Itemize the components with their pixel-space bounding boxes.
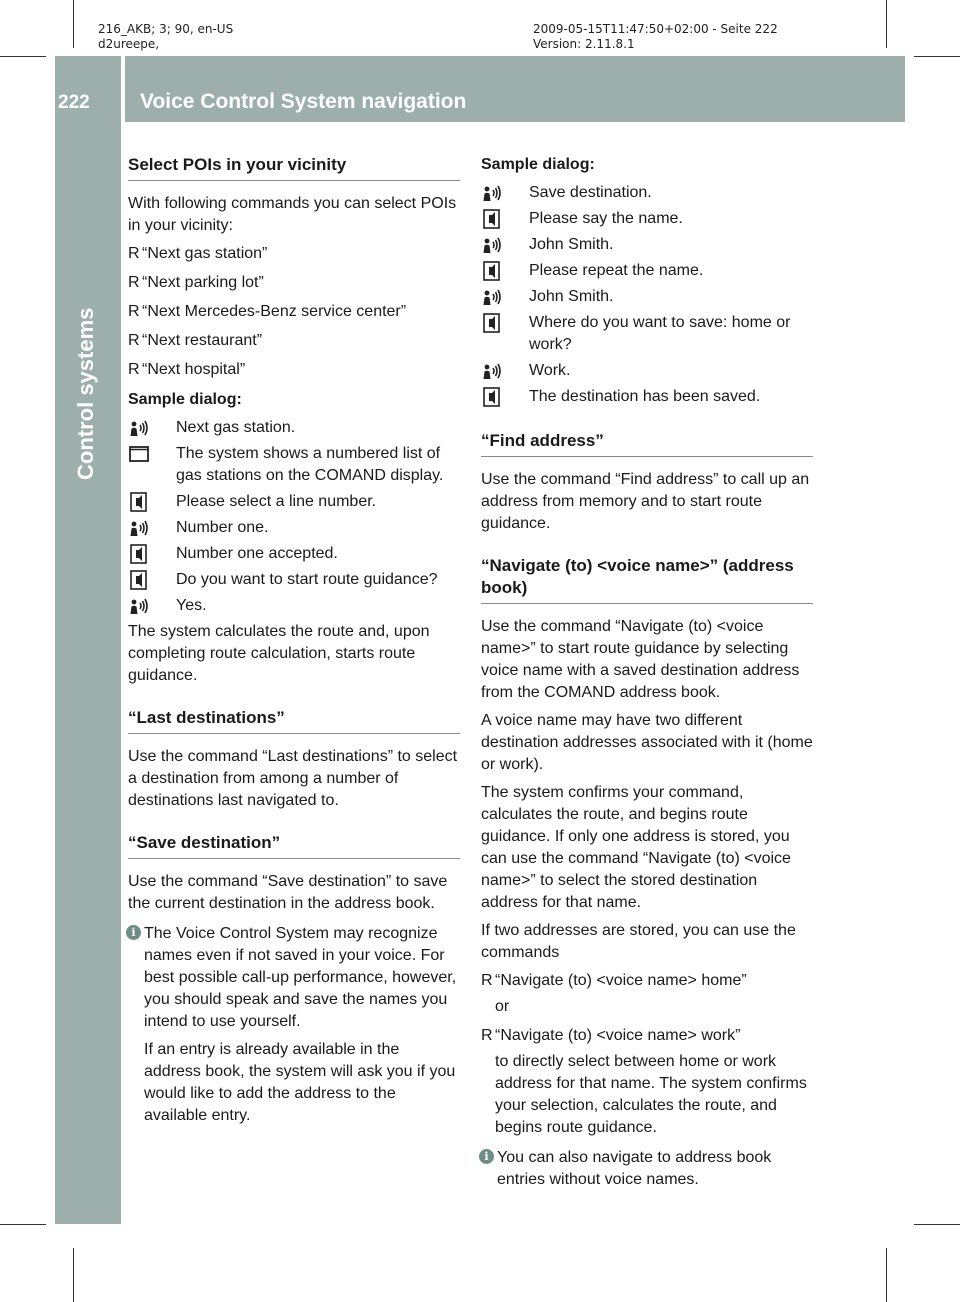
dialog-row — [128, 491, 460, 513]
side-tab-label: Control systems — [73, 307, 98, 480]
speaker-icon — [481, 360, 529, 382]
dialog-row — [481, 360, 813, 382]
dialog-text: Number one. — [176, 519, 269, 536]
system-voice-icon — [128, 569, 176, 591]
bullet-icon: R — [481, 1027, 493, 1044]
bullet-icon: R — [128, 332, 140, 349]
dialog-row — [128, 443, 460, 487]
sample-dialog-label: Sample dialog: — [481, 156, 595, 173]
navigate-paragraph: A voice name may have two different destination addresses associated with it (home or work). — [481, 712, 813, 773]
bullet-icon: R — [481, 972, 493, 989]
list-item-continuation: to directly select between home or work address for that name. The system confirms your selection, calculates the route, and begins route guidance. — [495, 1053, 807, 1136]
header-separator — [121, 56, 125, 122]
heading-select-pois: Select POIs in your vicinity — [128, 148, 460, 181]
heading-last-destinations: “Last destinations” — [128, 701, 460, 734]
list-item — [128, 301, 460, 323]
dialog-text: The system shows a numbered list of gas stations on the COMAND display. — [176, 445, 444, 484]
dialog-row — [481, 286, 813, 308]
dialog-text: Save destination. — [529, 184, 652, 201]
dialog-text: Yes. — [176, 597, 207, 614]
crop-mark — [0, 56, 46, 57]
list-item-text: “Next parking lot” — [142, 274, 264, 291]
crop-mark — [914, 1224, 960, 1225]
meta-right-line2: Version: 2.11.8.1 — [533, 37, 635, 51]
dialog-text: John Smith. — [529, 236, 614, 253]
last-destinations-text: Use the command “Last destinations” to select a destination from among a number of destinations last navigated to. — [128, 748, 458, 809]
bullet-icon: R — [128, 274, 140, 291]
display-icon — [128, 443, 176, 465]
print-meta-right — [533, 22, 778, 52]
print-meta-left — [98, 22, 233, 52]
crop-mark — [886, 1248, 887, 1302]
system-voice-icon — [481, 208, 529, 230]
dialog-text: Number one accepted. — [176, 545, 338, 562]
list-item-continuation: or — [495, 998, 510, 1015]
speaker-icon — [128, 595, 176, 617]
dialog-text: Next gas station. — [176, 419, 296, 436]
info-icon: i — [126, 925, 141, 940]
note-paragraph: The Voice Control System may recognize names even if not saved in your voice. For best possible call-up performance, however, you should speak and save the names you intend to use yourself. — [144, 925, 457, 1030]
dialog-list — [128, 417, 460, 617]
list-item — [128, 243, 460, 265]
dialog-row — [481, 234, 813, 256]
list-item-text: “Navigate (to) <voice name> home” — [495, 972, 747, 989]
dialog-text: Please select a line number. — [176, 493, 377, 510]
list-item — [128, 330, 460, 352]
system-voice-icon — [128, 543, 176, 565]
speaker-icon — [481, 234, 529, 256]
pois-intro: With following commands you can select POIs in your vicinity: — [128, 195, 457, 234]
crop-mark — [886, 0, 887, 48]
list-item — [128, 272, 460, 294]
navigate-paragraph: If two addresses are stored, you can use the commands — [481, 922, 796, 961]
heading-find-address: “Find address” — [481, 424, 813, 457]
crop-mark — [73, 1248, 74, 1302]
side-tab — [73, 180, 113, 480]
system-voice-icon — [128, 491, 176, 513]
save-destination-text: Use the command “Save destination” to save the current destination in the address book. — [128, 873, 448, 912]
info-icon: i — [479, 1149, 494, 1164]
dialog-text: Please repeat the name. — [529, 262, 704, 279]
find-address-text: Use the command “Find address” to call up an address from memory and to start route guidance. — [481, 471, 810, 532]
info-note — [128, 923, 460, 1127]
info-note — [481, 1147, 813, 1191]
dialog-row — [128, 595, 460, 617]
dialog-text: Please say the name. — [529, 210, 683, 227]
dialog-text: The destination has been saved. — [529, 388, 761, 405]
meta-left-line1: 216_AKB; 3; 90, en-US — [98, 22, 234, 36]
speaker-icon — [481, 286, 529, 308]
note-paragraph: You can also navigate to address book entries without voice names. — [497, 1149, 772, 1188]
list-item-text: “Next Mercedes-Benz service center” — [142, 303, 407, 320]
meta-right-line1: 2009-05-15T11:47:50+02:00 - Seite 222 — [533, 22, 778, 36]
dialog-row — [128, 417, 460, 439]
dialog-text: Work. — [529, 362, 571, 379]
dialog-row — [128, 517, 460, 539]
dialog-text: John Smith. — [529, 288, 614, 305]
dialog-row — [481, 182, 813, 204]
system-voice-icon — [481, 312, 529, 334]
list-item-text: “Navigate (to) <voice name> work” — [495, 1027, 741, 1044]
crop-mark — [914, 56, 960, 57]
list-item-text: “Next gas station” — [142, 245, 268, 262]
meta-left-line2: d2ureepe, — [98, 37, 160, 51]
dialog-text: Where do you want to save: home or work? — [529, 314, 791, 353]
dialog-row — [481, 386, 813, 408]
page-number: 222 — [58, 92, 90, 113]
dialog-row — [481, 208, 813, 230]
crop-mark — [0, 1224, 46, 1225]
bullet-icon: R — [128, 361, 140, 378]
heading-save-destination: “Save destination” — [128, 826, 460, 859]
list-item-text: “Next restaurant” — [142, 332, 263, 349]
speaker-icon — [128, 517, 176, 539]
bullet-icon: R — [128, 245, 140, 262]
dialog-text: Do you want to start route guidance? — [176, 571, 438, 588]
page-title: Voice Control System navigation — [140, 90, 467, 113]
dialog-row — [128, 543, 460, 565]
right-column — [481, 148, 813, 1197]
route-calc-text: The system calculates the route and, upon completing route calculation, starts route guidance. — [128, 623, 430, 684]
speaker-icon — [128, 417, 176, 439]
list-item — [128, 359, 460, 381]
dialog-row — [481, 260, 813, 282]
list-item — [481, 970, 813, 1018]
left-column — [128, 148, 460, 1133]
list-item-text: “Next hospital” — [142, 361, 246, 378]
system-voice-icon — [481, 260, 529, 282]
navigate-paragraph: The system confirms your command, calculates the route, and begins route guidance. If only one address is stored, you can use the command “Navigate (to) <voice name>” to select the stored destination address for that name. — [481, 784, 791, 911]
sample-dialog-label: Sample dialog: — [128, 391, 242, 408]
system-voice-icon — [481, 386, 529, 408]
heading-navigate-to: “Navigate (to) <voice name>” (address book) — [481, 549, 813, 604]
dialog-row — [128, 569, 460, 591]
speaker-icon — [481, 182, 529, 204]
pois-bullet-list — [128, 243, 460, 381]
note-paragraph: If an entry is already available in the address book, the system will ask you if you would like to add the address to the available entry. — [144, 1041, 456, 1124]
bullet-icon: R — [128, 303, 140, 320]
dialog-list — [481, 182, 813, 408]
navigate-paragraph: Use the command “Navigate (to) <voice name>” to start route guidance by selecting voice name with a saved destination address from the COMAND address book. — [481, 618, 800, 701]
crop-mark — [73, 0, 74, 48]
dialog-row — [481, 312, 813, 356]
list-item — [481, 1025, 813, 1139]
